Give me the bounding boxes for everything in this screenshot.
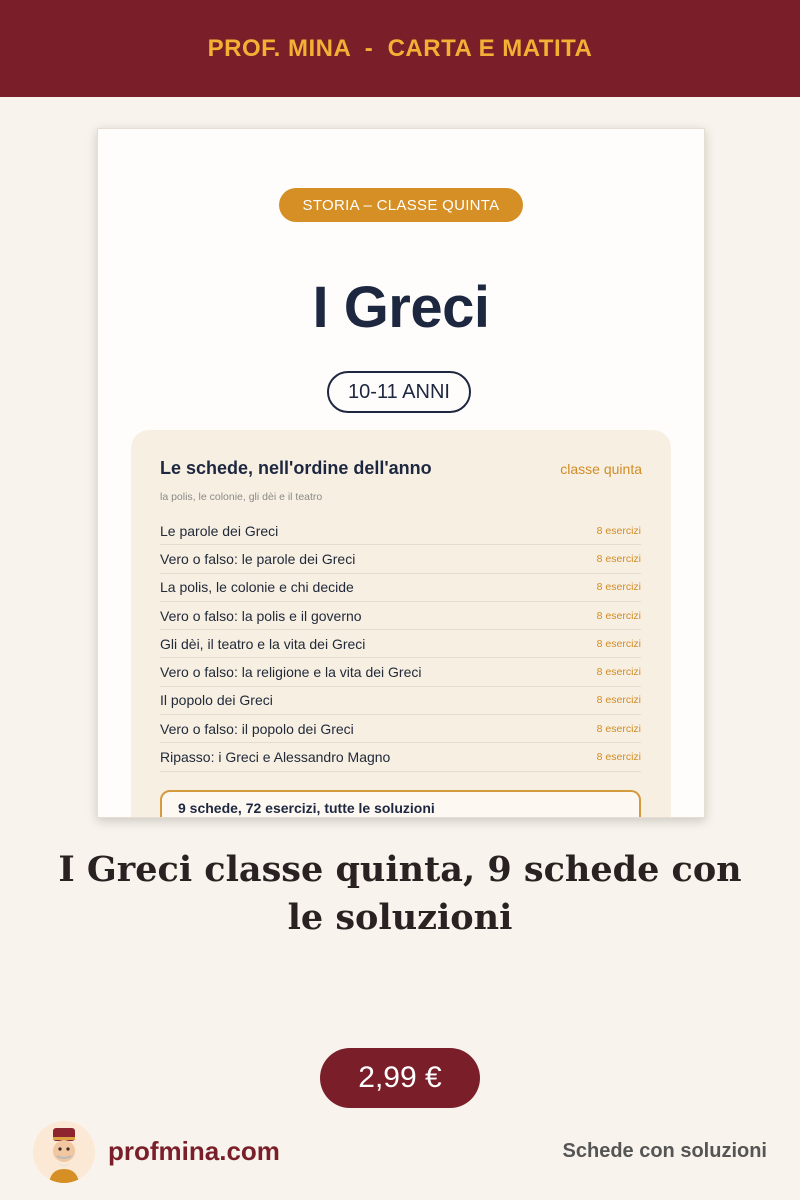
card-title: Le schede, nell'ordine dell'anno [160, 458, 432, 478]
list-item [160, 743, 641, 771]
sheet-list [160, 517, 641, 772]
list-item [160, 687, 641, 715]
card-subtitle: la polis, le colonie, gli dèi e il teatro [160, 491, 323, 503]
avatar-illustration [33, 1121, 95, 1183]
list-item [160, 517, 641, 545]
list-item [160, 715, 641, 743]
preview-title: I Greci [312, 275, 490, 340]
sheet-name: Ripasso: i Greci e Alessandro Magno [160, 749, 391, 766]
age-badge: 10-11 ANNI [327, 371, 471, 413]
exercise-count: 8 esercizi [596, 581, 641, 594]
site-link[interactable]: profmina.com [108, 1136, 280, 1166]
price-label: 2,99 € [358, 1061, 442, 1094]
exercise-count: 8 esercizi [596, 751, 641, 764]
sheet-name: La polis, le colonie e chi decide [160, 579, 354, 596]
exercise-count: 8 esercizi [596, 524, 641, 537]
list-item [160, 630, 641, 658]
product-preview-image [97, 128, 705, 818]
sheet-name: Le parole dei Greci [160, 522, 279, 539]
list-item [160, 545, 641, 573]
product-title: I Greci classe quinta, 9 schede con le soluzioni [58, 849, 742, 938]
list-item [160, 574, 641, 602]
sheet-name: Il popolo dei Greci [160, 692, 273, 709]
summary-box: 9 schede, 72 esercizi, tutte le soluzioni [160, 790, 641, 818]
sheet-name: Gli dèi, il teatro e la vita dei Greci [160, 635, 366, 652]
list-item [160, 602, 641, 630]
teacher-avatar-icon [33, 1121, 95, 1183]
sheet-name: Vero o falso: la religione e la vita dei Greci [160, 664, 422, 681]
footer-note: Schede con soluzioni [562, 1140, 767, 1162]
sheet-name: Vero o falso: la polis e il governo [160, 607, 362, 624]
exercise-count: 8 esercizi [596, 609, 641, 622]
exercise-count: 8 esercizi [596, 552, 641, 565]
card-tag: classe quinta [560, 461, 642, 477]
list-item [160, 658, 641, 686]
exercise-count: 8 esercizi [596, 637, 641, 650]
exercise-count: 8 esercizi [596, 694, 641, 707]
top-banner [0, 0, 800, 97]
sheet-name: Vero o falso: il popolo dei Greci [160, 720, 354, 737]
sheet-name: Vero o falso: le parole dei Greci [160, 550, 356, 567]
contents-card [131, 430, 671, 818]
subject-badge: STORIA – CLASSE QUINTA [279, 188, 523, 222]
banner-title: PROF. MINA - CARTA E MATITA [207, 34, 593, 62]
exercise-count: 8 esercizi [596, 666, 641, 679]
price-badge[interactable] [320, 1048, 480, 1108]
exercise-count: 8 esercizi [596, 722, 641, 735]
